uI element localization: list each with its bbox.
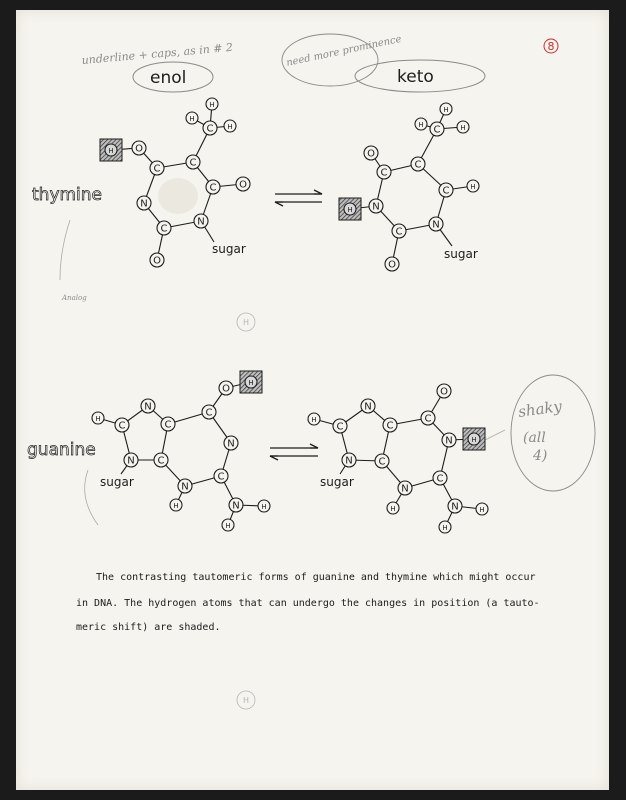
atom-label-H: H <box>173 501 179 510</box>
keto-heading: keto <box>397 67 434 87</box>
atom-label-N: N <box>401 483 409 495</box>
atom-label-N: N <box>227 438 235 450</box>
atom-label-H: H <box>442 523 448 532</box>
sugar-label: sugar <box>212 242 246 256</box>
arrow-forward-head <box>314 190 322 194</box>
enol-heading: enol <box>150 68 187 88</box>
caption-line-1: The contrasting tautomeric forms of guanine and thymine which might occur <box>96 572 536 583</box>
headings <box>133 60 485 92</box>
atom-label-C: C <box>205 407 213 419</box>
atom-label-N: N <box>372 201 380 213</box>
faint-h-label: H <box>242 318 250 327</box>
ring-shading <box>158 178 198 214</box>
caption-line-3: meric shift) are shaded. <box>76 622 221 633</box>
pencil-mark <box>485 430 505 440</box>
guanine-enol <box>92 371 270 531</box>
atom-label-N: N <box>127 455 135 467</box>
atom-label-C: C <box>395 226 403 238</box>
atom-label-O: O <box>367 148 375 160</box>
arrow-forward-head <box>310 444 318 448</box>
molecule-diagrams <box>27 98 488 533</box>
atom-label-N: N <box>181 481 189 493</box>
header-note: underline + caps, as in # 2 <box>81 40 234 67</box>
bubble-note: need more prominence <box>285 33 403 69</box>
thymine-enol <box>100 98 250 267</box>
atom-label-C: C <box>378 456 386 468</box>
atom-label-O: O <box>440 386 448 398</box>
atom-label-C: C <box>157 455 165 467</box>
atom-label-N: N <box>197 216 205 228</box>
atom-label-N: N <box>432 219 440 231</box>
atom-label-H: H <box>471 435 477 444</box>
atom-label-H: H <box>390 504 396 513</box>
atom-label-H: H <box>225 521 231 530</box>
atom-label-H: H <box>470 182 476 191</box>
caption-line-2: in DNA. The hydrogen atoms that can undergo the changes in position (a tauto- <box>76 598 540 609</box>
atom-label-C: C <box>424 413 432 425</box>
atom-label-O: O <box>222 383 230 395</box>
atom-label-C: C <box>414 159 422 171</box>
atom-label-C: C <box>442 185 450 197</box>
atom-label-H: H <box>261 502 267 511</box>
atom-label-C: C <box>386 420 394 432</box>
atom-label-H: H <box>418 120 424 129</box>
atom-label-C: C <box>336 421 344 433</box>
atom-label-H: H <box>227 122 233 131</box>
atom-label-C: C <box>433 124 441 136</box>
atom-label-C: C <box>189 157 197 169</box>
atom-label-O: O <box>239 179 247 191</box>
atom-label-C: C <box>160 223 168 235</box>
atom-label-C: C <box>217 471 225 483</box>
side-note-all: (all <box>523 430 546 446</box>
atom-label-C: C <box>164 419 172 431</box>
atom-label-N: N <box>445 435 453 447</box>
side-note-shaky: shaky <box>517 397 564 421</box>
atom-label-N: N <box>140 198 148 210</box>
atom-label-H: H <box>479 505 485 514</box>
diagram-canvas <box>16 10 609 790</box>
arrow-reverse-head <box>270 456 278 460</box>
atom-label-H: H <box>95 414 101 423</box>
atom-label-O: O <box>135 143 143 155</box>
guanine-keto <box>308 384 488 533</box>
atom-label-O: O <box>388 259 396 271</box>
thymine-label: thymine <box>32 185 103 205</box>
atom-label-C: C <box>153 163 161 175</box>
atom-label-H: H <box>189 114 195 123</box>
atom-label-H: H <box>209 100 215 109</box>
page-number: 8 <box>547 40 555 53</box>
pencil-mark <box>85 470 98 525</box>
atom-label-C: C <box>118 420 126 432</box>
arrow-reverse-head <box>275 202 283 206</box>
atom-label-C: C <box>209 182 217 194</box>
atom-label-H: H <box>460 123 466 132</box>
atom-label-H: H <box>443 105 449 114</box>
faint-h-label: H <box>242 696 250 705</box>
pencil-mark <box>60 220 70 280</box>
atom-label-C: C <box>380 167 388 179</box>
atom-label-C: C <box>436 473 444 485</box>
thymine-keto <box>339 103 479 271</box>
side-note-four: 4) <box>533 448 548 464</box>
atom-label-H: H <box>248 378 254 387</box>
atom-label-O: O <box>153 255 161 267</box>
side-note-left: Analog <box>62 294 87 302</box>
atom-label-N: N <box>364 401 372 413</box>
sugar-label: sugar <box>444 247 478 261</box>
guanine-label: guanine <box>27 440 96 460</box>
atom-label-H: H <box>311 415 317 424</box>
atom-label-N: N <box>232 500 240 512</box>
atom-label-N: N <box>451 501 459 513</box>
atom-label-C: C <box>206 123 214 135</box>
atom-label-N: N <box>144 401 152 413</box>
sugar-label: sugar <box>100 475 134 489</box>
atom-label-H: H <box>108 146 114 155</box>
document-page <box>16 10 609 790</box>
atom-label-N: N <box>345 455 353 467</box>
sugar-label: sugar <box>320 475 354 489</box>
atom-label-H: H <box>347 205 353 214</box>
